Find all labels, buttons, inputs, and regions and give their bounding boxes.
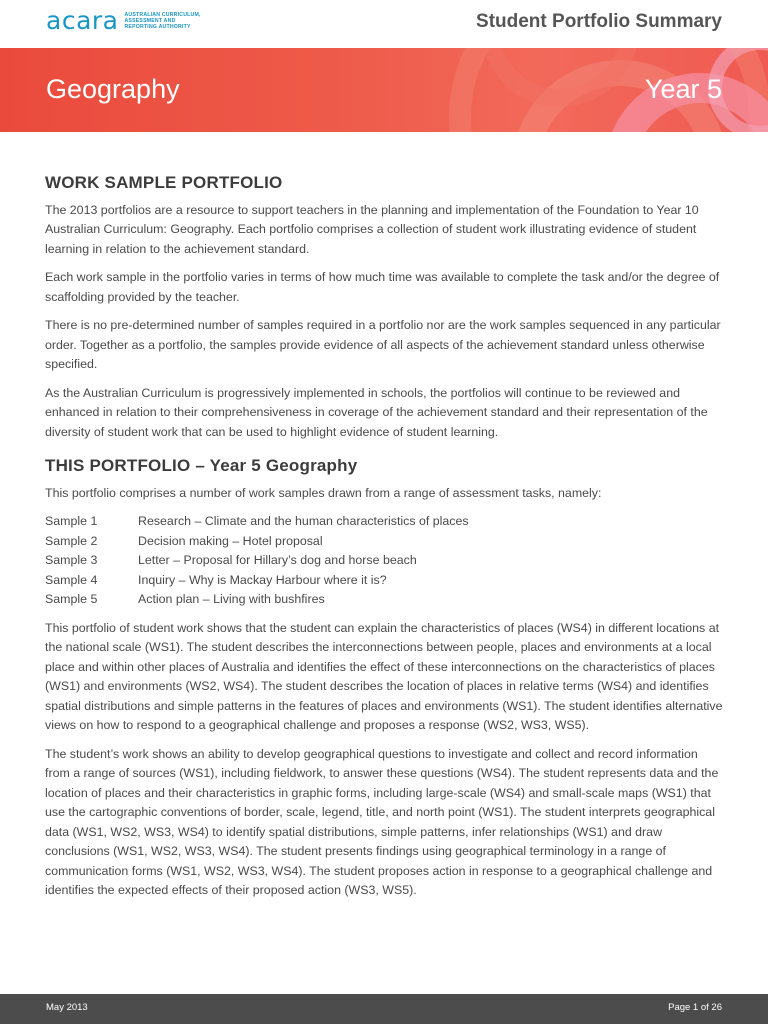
paragraph: As the Australian Curriculum is progressively implemented in schools, the portfolios will continue to be reviewed and enhanced in relation to their comprehensiveness in coverage of the achievement standard and their representation of the diversity of student work that can be used to highlight evidence of student learning. (45, 385, 708, 439)
list-item (45, 551, 725, 571)
logo-wordmark: acara (46, 6, 119, 35)
footer-date: May 2013 (46, 1002, 88, 1013)
paragraph: There is no pre-determined number of samples required in a portfolio nor are the work samples sequenced in any particular order. Together as a portfolio, the samples provide evidence of all aspects of the achievement standard unless otherwise specified. (45, 318, 721, 371)
sample-id: Sample 3 (45, 553, 98, 567)
document-title: Student Portfolio Summary (476, 11, 722, 32)
paragraph: This portfolio comprises a number of work samples drawn from a range of assessment tasks, namely: (45, 485, 602, 500)
paragraph: This portfolio of student work shows that the student can explain the characteristics of places (WS4) in different locations at the national scale (WS1). The student describes the interconnections between people, places and environments at a local place and within other places of Australia and identifies the effect of these interconnections on the characteristics of places (WS1) and environments (WS2, WS4). The student describes the location of places in relative terms (WS4) and identifies spatial distributions and simple patterns in the features of places and environments (WS1). The student identifies alternative views on how to respond to a geographical challenge and proposes a response (WS2, WS3, WS5). (45, 620, 723, 732)
main-content (45, 170, 725, 910)
sample-description: Letter – Proposal for Hillary’s dog and horse beach (138, 553, 417, 567)
top-header (0, 0, 768, 48)
year-level: Year 5 (644, 74, 722, 104)
section-heading: WORK SAMPLE PORTFOLIO (45, 173, 283, 192)
paragraph: The 2013 portfolios are a resource to support teachers in the planning and implementation of the Foundation to Year 10 Australian Curriculum: Geography. Each portfolio comprises a collection of student work illustrating evidence of student learning in relation to the achievement standard. (45, 202, 699, 256)
section-heading: THIS PORTFOLIO – Year 5 Geography (45, 456, 358, 475)
list-item (45, 532, 725, 552)
sample-list (45, 512, 725, 610)
paragraph: The student’s work shows an ability to develop geographical questions to investigate and collect and record information from a range of sources (WS1), including fieldwork, to answer these questions (WS4). The student represents data and the location of places and their characteristics in graphic forms, including large-scale (WS4) and small-scale maps (WS1) that use the cartographic conventions of border, scale, legend, title, and north point (WS1). The student interprets geographical data (WS1, WS2, WS3, WS4) to identify spatial distributions, simple patterns, infer relationships (WS1) and draw conclusions (WS1, WS2, WS3, WS4). The student presents findings using geographical terminology in a range of communication forms (WS1, WS2, WS3, WS4). The student proposes action in response to a geographical challenge and identifies the expected effects of their proposed action (WS3, WS5). (45, 746, 719, 897)
logo-subtitle-line: AUSTRALIAN CURRICULUM, (124, 11, 201, 18)
list-item (45, 590, 725, 610)
sample-description: Action plan – Living with bushfires (138, 592, 325, 606)
subject-title: Geography (46, 74, 180, 104)
sample-id: Sample 5 (45, 592, 98, 606)
page-footer (0, 994, 768, 1024)
sample-description: Decision making – Hotel proposal (138, 533, 323, 548)
logo-subtitle-line: ASSESSMENT AND (124, 17, 176, 24)
sample-description: Inquiry – Why is Mackay Harbour where it is? (138, 572, 387, 587)
list-item (45, 512, 725, 532)
sample-id: Sample 1 (45, 514, 98, 528)
logo-subtitle-line: REPORTING AUTHORITY (124, 23, 191, 30)
page-number: Page 1 of 26 (668, 1002, 722, 1013)
subject-banner (0, 48, 768, 132)
sample-description: Research – Climate and the human characteristics of places (138, 514, 469, 528)
sample-id: Sample 4 (45, 572, 98, 587)
acara-logo (46, 8, 201, 33)
sample-id: Sample 2 (45, 533, 98, 548)
list-item (45, 571, 725, 591)
logo-subtitle (124, 12, 200, 30)
paragraph: Each work sample in the portfolio varies in terms of how much time was available to complete the task and/or the degree of scaffolding provided by the teacher. (45, 270, 720, 304)
